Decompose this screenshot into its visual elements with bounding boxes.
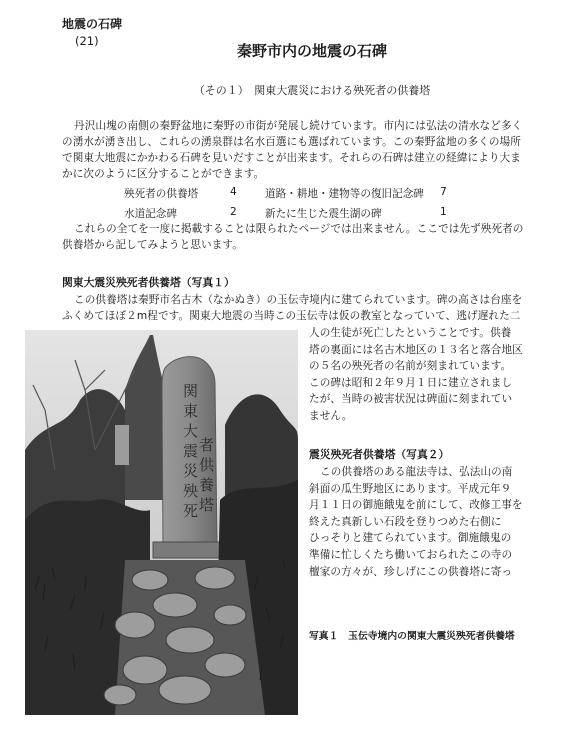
svg-text:養: 養 bbox=[199, 476, 215, 494]
section2-line: 檀家の方々が、珍しげにこの供養塔に寄っ bbox=[309, 565, 513, 578]
closing-line: 供養塔から記してみようと思います。 bbox=[62, 239, 243, 251]
section2-text bbox=[309, 464, 524, 580]
svg-text:関: 関 bbox=[183, 382, 199, 400]
section2-line: 終えた真新しい石段を登りつめた右側に bbox=[309, 515, 502, 528]
svg-text:塔: 塔 bbox=[199, 496, 215, 514]
category-count: 2 bbox=[230, 206, 237, 218]
closing-line: これらの全てを一度に掲載することは限られたページでは出来ません。ここでは先ず殃死者の bbox=[74, 223, 524, 235]
svg-text:災: 災 bbox=[183, 462, 199, 480]
section2-line: 月１１日の御施餓鬼を前にして、改修工事を bbox=[309, 499, 523, 512]
category-label: 新たに生じた震生湖の碑 bbox=[265, 208, 382, 220]
intro-line: で関東大地震にかかわる石碑を見いだすことが出来ます。それらの石碑は建立の経緯により大ま bbox=[62, 152, 521, 164]
photo-caption: 写真１ 玉伝寺境内の関東大震災殃死者供養塔 bbox=[309, 631, 515, 642]
section2-heading: 震災殃死者供養塔（写真２） bbox=[309, 448, 450, 461]
section1-full-text bbox=[62, 292, 532, 324]
svg-text:大: 大 bbox=[183, 422, 199, 440]
intro-closing bbox=[62, 221, 532, 253]
section2-line: ひっそりと建てられています。御施餓鬼の bbox=[309, 532, 512, 545]
issue-number: (21) bbox=[75, 34, 99, 48]
category-label: 水道記念碑 bbox=[124, 208, 177, 220]
intro-line: 丹沢山塊の南側の秦野盆地に秦野の市街が発展し続けています。市内には弘法の清水など多く bbox=[74, 120, 523, 132]
page-subtitle: （その１） 関東大震災における殃死者の供養塔 bbox=[193, 84, 431, 97]
section1-line: の５名の殃死者の名前が刻まれています。 bbox=[309, 360, 512, 372]
page-title: 秦野市内の地震の石碑 bbox=[236, 42, 387, 60]
category-count: 7 bbox=[440, 186, 447, 198]
section1-line: 塔の裏面には名古木地区の１３名と落合地区 bbox=[309, 343, 523, 356]
section1-heading: 関東大震災殃死者供養塔（写真１） bbox=[62, 276, 235, 289]
section2-line: 準備に忙しくたち働いておられたこの寺の bbox=[309, 548, 513, 561]
section1-line: たが、当時の被害状況は碑面に刻まれてい bbox=[309, 393, 513, 405]
intro-paragraph bbox=[62, 118, 532, 182]
intro-line: かに次のように区分することができます。 bbox=[62, 168, 265, 180]
section1-line: この碑は昭和２年９月１日に建立されまし bbox=[309, 376, 513, 389]
section1-side-text bbox=[309, 325, 524, 424]
svg-text:殃: 殃 bbox=[183, 482, 199, 500]
series-label: 地震の石碑 bbox=[62, 17, 123, 31]
section1-line: 人の生徒が死亡したということです。供養 bbox=[309, 327, 512, 339]
section2-line: この供養塔のある龍法寺は、弘法山の南 bbox=[320, 466, 513, 478]
category-count: 4 bbox=[230, 186, 237, 198]
category-label: 道路・耕地・建物等の復旧記念碑 bbox=[265, 188, 424, 200]
intro-line: の湧水が湧き出し、これらの湧泉群は名水百選にも選ばれています。この秦野盆地の多くの場所 bbox=[62, 136, 521, 148]
section2-line: 斜面の瓜生野地区にあります。平成元年９ bbox=[309, 482, 512, 495]
category-label: 殃死者の供養塔 bbox=[124, 188, 199, 200]
memorial-photo bbox=[25, 330, 298, 715]
photo-base bbox=[153, 542, 225, 558]
photo-side-monument bbox=[115, 425, 129, 465]
svg-text:者: 者 bbox=[199, 436, 215, 454]
category-count: 1 bbox=[440, 206, 447, 218]
svg-text:死: 死 bbox=[183, 502, 199, 520]
section1-line: ません。 bbox=[309, 409, 353, 422]
svg-text:東: 東 bbox=[183, 402, 199, 420]
svg-text:震: 震 bbox=[183, 442, 199, 460]
memorial-photo-image bbox=[25, 330, 298, 715]
section1-line: この供養塔は秦野市名古木（なかぬき）の玉伝寺境内に建てられています。碑の高さは台座を bbox=[74, 294, 523, 306]
svg-text:供: 供 bbox=[199, 456, 215, 474]
section1-line: ふくめてほぼ２m程です。関東大地震の当時この玉伝寺は仮の教室となっていて、逃げ遅れた二 bbox=[62, 310, 521, 322]
